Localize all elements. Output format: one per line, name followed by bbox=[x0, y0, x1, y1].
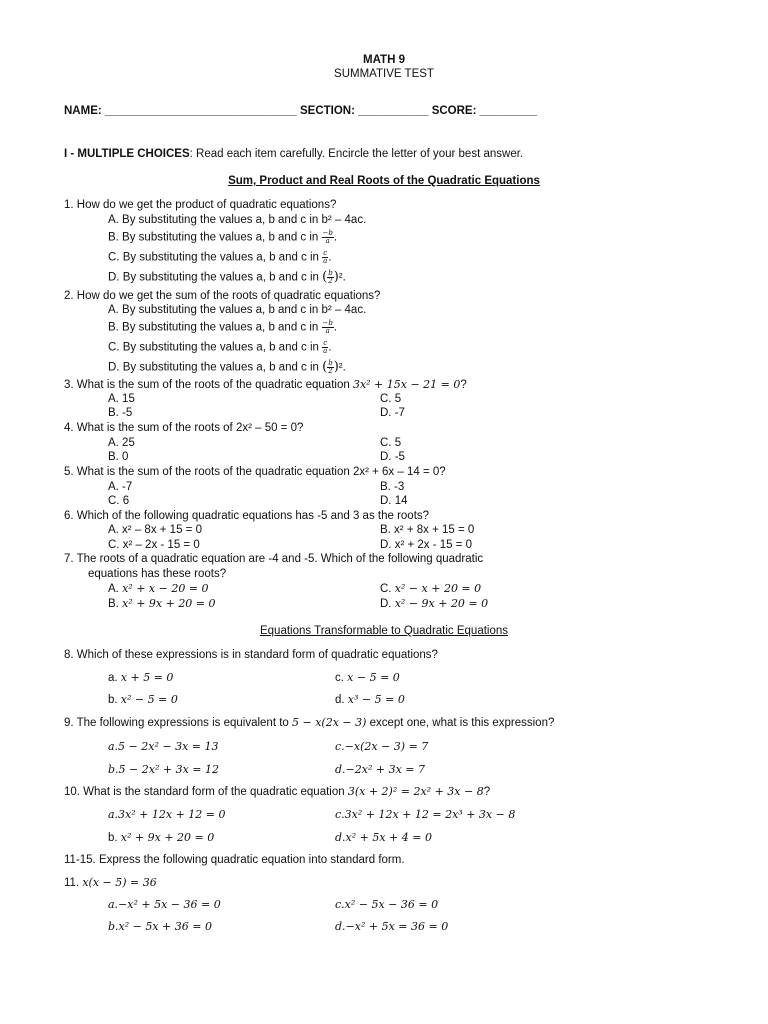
q8-option-c[interactable]: c. x − 5 = 0 bbox=[335, 671, 400, 684]
section-label: SECTION: bbox=[299, 105, 355, 117]
q3-equation: 3x² + 15x − 21 = 0 bbox=[352, 378, 461, 391]
q11-option-b[interactable]: b.x² − 5x + 36 = 0 bbox=[108, 920, 212, 933]
q7-stem-line2: equations has these roots? bbox=[88, 568, 227, 580]
section-title-1: Sum, Product and Real Roots of the Quadratic Equations bbox=[228, 175, 540, 187]
section-field[interactable]: ___________ bbox=[358, 105, 429, 117]
q7-stem-line1: 7. The roots of a quadratic equation are -4 and -5. Which of the following quadratic bbox=[64, 553, 484, 565]
q2-option-c-fraction: $\frac{c}{a}$ bbox=[323, 339, 328, 355]
q4-option-a[interactable]: A. 25 bbox=[108, 437, 135, 449]
q1-option-c-text: C. By substituting the values a, b and c in bbox=[108, 251, 319, 264]
q8-stem: 8. Which of these expressions is in standard form of quadratic equations? bbox=[64, 649, 438, 661]
q4-option-b[interactable]: B. 0 bbox=[108, 451, 129, 463]
q7-option-b[interactable]: B. x² + 9x + 20 = 0 bbox=[108, 597, 216, 610]
q1-option-c[interactable]: C. By substituting the values a, b and c in $\frac{c}{a}$ . bbox=[108, 249, 332, 265]
part-label: I - MULTIPLE CHOICES bbox=[64, 148, 190, 160]
q5-option-a[interactable]: A. -7 bbox=[108, 481, 133, 493]
q11-equation: x(x − 5) = 36 bbox=[82, 876, 157, 889]
q10-option-a[interactable]: a.3x² + 12x + 12 = 0 bbox=[108, 808, 226, 821]
q2-stem: 2. How do we get the sum of the roots of quadratic equations? bbox=[64, 290, 381, 302]
q8-option-a[interactable]: a. x + 5 = 0 bbox=[108, 671, 174, 684]
q9-option-c[interactable]: c.−x(2x − 3) = 7 bbox=[335, 740, 429, 753]
q2-option-c[interactable]: C. By substituting the values a, b and c in $\frac{c}{a}$ . bbox=[108, 339, 332, 355]
q10-option-c[interactable]: c.3x² + 12x + 12 = 2x³ + 3x − 8 bbox=[335, 808, 516, 821]
q10-stem: 10. What is the standard form of the quadratic equation 3(x + 2)² = 2x² + 3x − 8? bbox=[64, 785, 491, 798]
q1-option-b-fraction: $\frac{-b}{a}$ bbox=[322, 229, 333, 245]
q2-option-d-text: D. By substituting the values a, b and c in bbox=[108, 361, 319, 374]
q11-option-d[interactable]: d.−x² + 5x = 36 = 0 bbox=[335, 920, 449, 933]
q10-equation: 3(x + 2)² = 2x² + 3x − 8 bbox=[347, 785, 484, 798]
q3-stem: 3. What is the sum of the roots of the quadratic equation 3x² + 15x − 21 = 0? bbox=[64, 378, 467, 391]
instructions bbox=[64, 147, 523, 161]
q4-option-c[interactable]: C. 5 bbox=[380, 437, 402, 449]
q5-option-d[interactable]: D. 14 bbox=[380, 495, 408, 507]
q3-option-b[interactable]: B. -5 bbox=[108, 407, 133, 419]
q3-option-a[interactable]: A. 15 bbox=[108, 393, 135, 405]
q2-option-b-fraction: $\frac{-b}{a}$ bbox=[322, 319, 333, 335]
q5-option-b[interactable]: B. -3 bbox=[380, 481, 405, 493]
q7-option-c[interactable]: C. x² − x + 20 = 0 bbox=[380, 582, 482, 595]
q6-option-c[interactable]: C. x² – 2x - 15 = 0 bbox=[108, 539, 200, 551]
q2-option-a[interactable]: A. By substituting the values a, b and c in b² – 4ac. bbox=[108, 304, 367, 316]
q11-option-a[interactable]: a.−x² + 5x − 36 = 0 bbox=[108, 898, 221, 911]
name-label: NAME: bbox=[64, 105, 102, 117]
q1-option-d[interactable]: D. By substituting the values a, b and c in ( $\frac{b}{2}$ )². bbox=[108, 269, 346, 285]
q4-stem: 4. What is the sum of the roots of 2x² – 50 = 0? bbox=[64, 422, 304, 434]
q11-option-c[interactable]: c.x² − 5x − 36 = 0 bbox=[335, 898, 439, 911]
q9-option-d[interactable]: d.−2x² + 3x = 7 bbox=[335, 763, 425, 776]
q6-option-a[interactable]: A. x² – 8x + 15 = 0 bbox=[108, 524, 202, 536]
q9-option-a[interactable]: a.5 − 2x² − 3x = 13 bbox=[108, 740, 219, 753]
q11-15-instruction: 11-15. Express the following quadratic equation into standard form. bbox=[64, 854, 405, 866]
section-title-2: Equations Transformable to Quadratic Equations bbox=[259, 625, 509, 637]
name-field[interactable]: ______________________________ bbox=[104, 105, 297, 117]
q1-option-b[interactable]: B. By substituting the values a, b and c in $\frac{-b}{a}$ . bbox=[108, 229, 338, 245]
q3-option-d[interactable]: D. -7 bbox=[380, 407, 405, 419]
q8-option-b[interactable]: b. x² − 5 = 0 bbox=[108, 693, 178, 706]
score-field[interactable]: _________ bbox=[479, 105, 538, 117]
q9-expression: 5 − x(2x − 3) bbox=[292, 716, 367, 729]
q5-option-c[interactable]: C. 6 bbox=[108, 495, 130, 507]
q9-option-b[interactable]: b.5 − 2x² + 3x = 12 bbox=[108, 763, 219, 776]
info-line bbox=[64, 104, 537, 118]
q2-option-b-text: B. By substituting the values a, b and c in bbox=[108, 321, 319, 334]
q1-option-b-text: B. By substituting the values a, b and c in bbox=[108, 231, 319, 244]
q2-option-d[interactable]: D. By substituting the values a, b and c in ( $\frac{b}{2}$ )². bbox=[108, 359, 346, 375]
q6-option-d[interactable]: D. x² + 2x - 15 = 0 bbox=[380, 539, 473, 551]
q1-option-c-fraction: $\frac{c}{a}$ bbox=[323, 249, 328, 265]
q7-option-a[interactable]: A. x² + x − 20 = 0 bbox=[108, 582, 209, 595]
q2-option-c-text: C. By substituting the values a, b and c in bbox=[108, 341, 319, 354]
test-title: MATH 9 bbox=[363, 54, 405, 66]
q1-stem: 1. How do we get the product of quadratic equations? bbox=[64, 199, 337, 211]
q1-option-d-fraction: $\frac{b}{2}$ bbox=[328, 269, 333, 285]
q6-stem: 6. Which of the following quadratic equations has -5 and 3 as the roots? bbox=[64, 510, 430, 522]
q10-option-d[interactable]: d.x² + 5x + 4 = 0 bbox=[335, 831, 432, 844]
q2-option-d-fraction: $\frac{b}{2}$ bbox=[328, 359, 333, 375]
q8-option-d[interactable]: d. x³ − 5 = 0 bbox=[335, 693, 405, 706]
q9-stem: 9. The following expressions is equivalent to 5 − x(2x − 3) except one, what is this expression? bbox=[64, 716, 555, 729]
q4-option-d[interactable]: D. -5 bbox=[380, 451, 405, 463]
q5-stem: 5. What is the sum of the roots of the quadratic equation 2x² + 6x – 14 = 0? bbox=[64, 466, 446, 478]
test-subtitle: SUMMATIVE TEST bbox=[334, 68, 434, 80]
q3-option-c[interactable]: C. 5 bbox=[380, 393, 402, 405]
q7-option-d[interactable]: D. x² − 9x + 20 = 0 bbox=[380, 597, 489, 610]
score-label: SCORE: bbox=[431, 105, 477, 117]
q1-option-a[interactable]: A. By substituting the values a, b and c in b² – 4ac. bbox=[108, 214, 367, 226]
q1-option-d-text: D. By substituting the values a, b and c in bbox=[108, 271, 319, 284]
q11-stem: 11. x(x − 5) = 36 bbox=[64, 876, 157, 889]
q10-option-b[interactable]: b. x² + 9x + 20 = 0 bbox=[108, 831, 215, 844]
q2-option-b[interactable]: B. By substituting the values a, b and c in $\frac{-b}{a}$ . bbox=[108, 319, 338, 335]
q6-option-b[interactable]: B. x² + 8x + 15 = 0 bbox=[380, 524, 475, 536]
instructions-text: : Read each item carefully. Encircle the letter of your best answer. bbox=[189, 148, 524, 160]
